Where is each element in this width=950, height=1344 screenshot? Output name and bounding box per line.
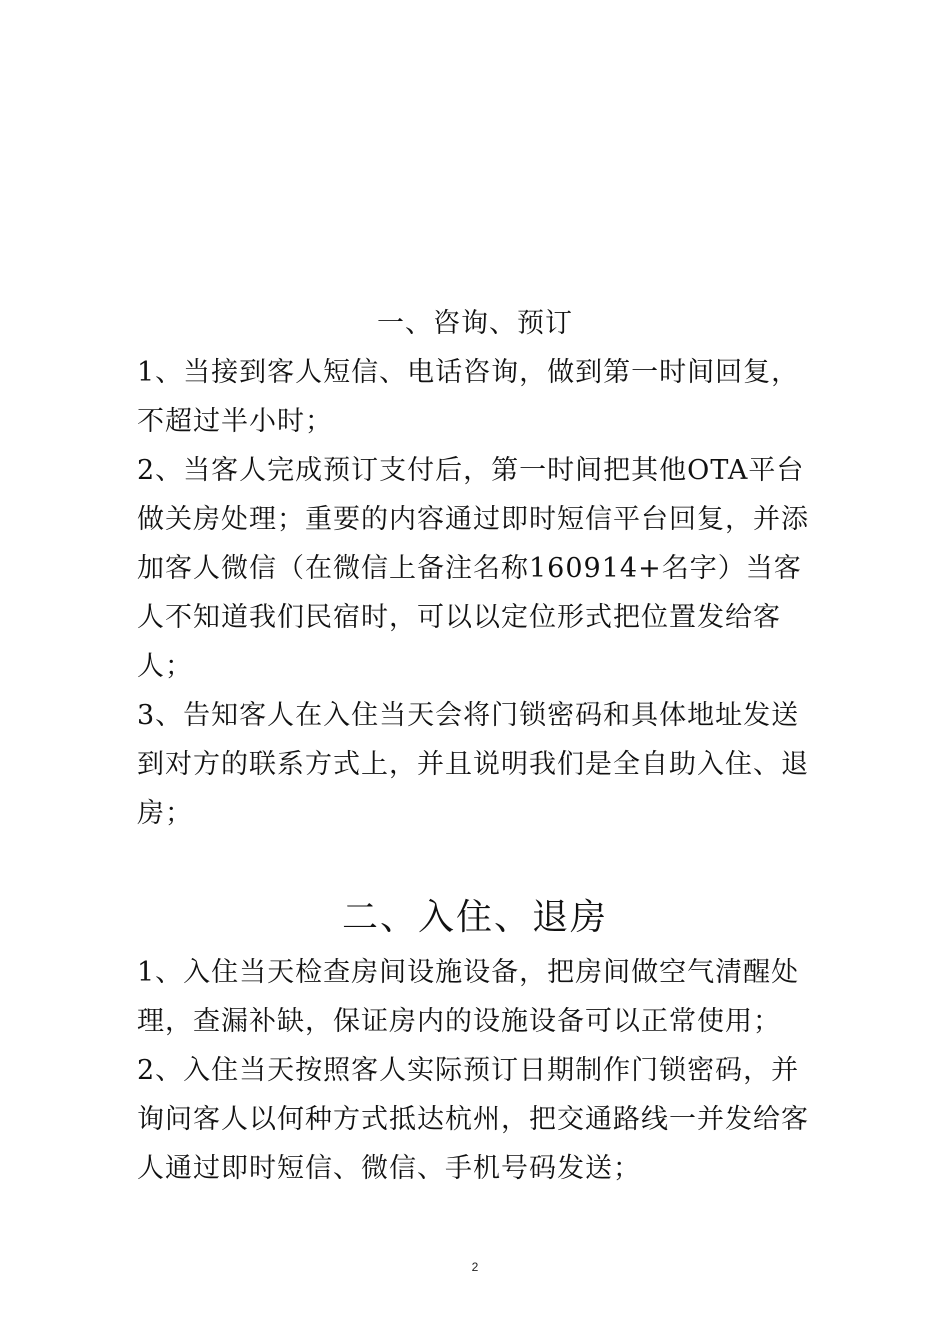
paragraph-item: 1、入住当天检查房间设施设备，把房间做空气清醒处理，查漏补缺，保证房内的设施设备可以正常使用； — [137, 957, 800, 1037]
section-title-consult-booking: 一、咨询、预订 — [377, 308, 573, 339]
paragraph-item: 1、当接到客人短信、电话咨询，做到第一时间回复，不超过半小时； — [137, 357, 800, 437]
paragraph-item: 2、当客人完成预订支付后，第一时间把其他OTA平台做关房处理；重要的内容通过即时短信平台回复，并添加客人微信（在微信上备注名称160914+名字）当客人不知道我们民宿时，可以以定位形式把位置发给客人； — [137, 455, 809, 682]
section-consult-booking — [137, 348, 817, 838]
paragraph-item: 2、入住当天按照客人实际预订日期制作门锁密码，并询问客人以何种方式抵达杭州，把交通路线一并发给客人通过即时短信、微信、手机号码发送； — [137, 1055, 809, 1184]
paragraph-item: 3、告知客人在入住当天会将门锁密码和具体地址发送到对方的联系方式上，并且说明我们是全自助入住、退房； — [137, 700, 809, 829]
section-title-checkin-checkout: 二、入住、退房 — [341, 897, 608, 938]
page-number: 2 — [471, 1260, 479, 1274]
section-checkin-checkout — [137, 948, 817, 1193]
